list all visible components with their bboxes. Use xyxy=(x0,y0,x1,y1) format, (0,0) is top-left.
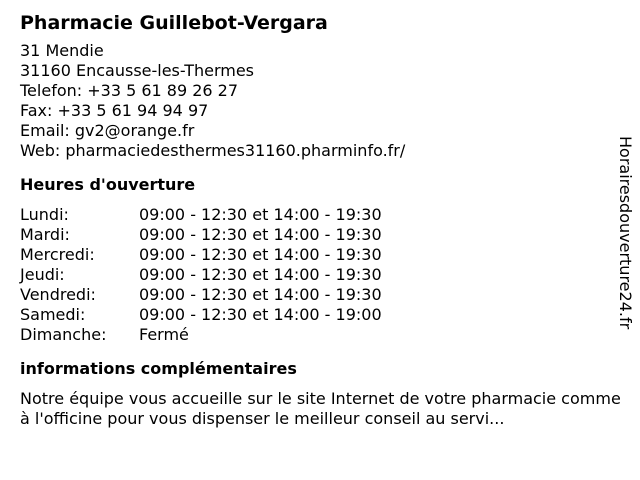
hours-row-wednesday xyxy=(20,245,620,265)
day-label: Samedi: xyxy=(20,305,86,324)
website-address: Web: pharmaciedesthermes31160.pharminfo.fr/ xyxy=(20,141,406,160)
phone-number: Telefon: +33 5 61 89 26 27 xyxy=(20,81,239,100)
day-label: Mercredi: xyxy=(20,245,95,264)
day-label: Vendredi: xyxy=(20,285,96,304)
hours-row-saturday xyxy=(20,305,620,325)
hours-heading: Heures d'ouverture xyxy=(20,175,196,194)
hours-row-thursday xyxy=(20,265,620,285)
street-address: 31 Mendie xyxy=(20,41,104,60)
hours-row-monday xyxy=(20,205,620,225)
pharmacy-card xyxy=(20,10,620,429)
hours-row-tuesday xyxy=(20,225,620,245)
day-time: 09:00 - 12:30 et 14:00 - 19:30 xyxy=(139,265,382,284)
pharmacy-name: Pharmacie Guillebot-Vergara xyxy=(20,12,328,34)
hours-row-sunday xyxy=(20,325,620,345)
day-time: 09:00 - 12:30 et 14:00 - 19:30 xyxy=(139,245,382,264)
hours-row-friday xyxy=(20,285,620,305)
site-watermark: Horairesdouverture24.fr xyxy=(616,136,635,330)
day-time: 09:00 - 12:30 et 14:00 - 19:30 xyxy=(139,285,382,304)
day-time: Fermé xyxy=(139,325,189,344)
day-time: 09:00 - 12:30 et 14:00 - 19:30 xyxy=(139,225,382,244)
day-label: Dimanche: xyxy=(20,325,107,344)
contact-block xyxy=(20,41,620,161)
city-address: 31160 Encausse-les-Thermes xyxy=(20,61,255,80)
info-paragraph: Notre équipe vous accueille sur le site Internet de votre pharmacie comme à l'officine pour vous dispenser le meilleur conseil au servi... xyxy=(20,389,621,428)
fax-number: Fax: +33 5 61 94 94 97 xyxy=(20,101,209,120)
day-time: 09:00 - 12:30 et 14:00 - 19:00 xyxy=(139,305,382,324)
day-label: Jeudi: xyxy=(20,265,65,284)
day-label: Mardi: xyxy=(20,225,70,244)
day-label: Lundi: xyxy=(20,205,69,224)
day-time: 09:00 - 12:30 et 14:00 - 19:30 xyxy=(139,205,382,224)
info-heading: informations complémentaires xyxy=(20,359,297,378)
email-address: Email: gv2@orange.fr xyxy=(20,121,195,140)
opening-hours-list xyxy=(20,205,620,345)
